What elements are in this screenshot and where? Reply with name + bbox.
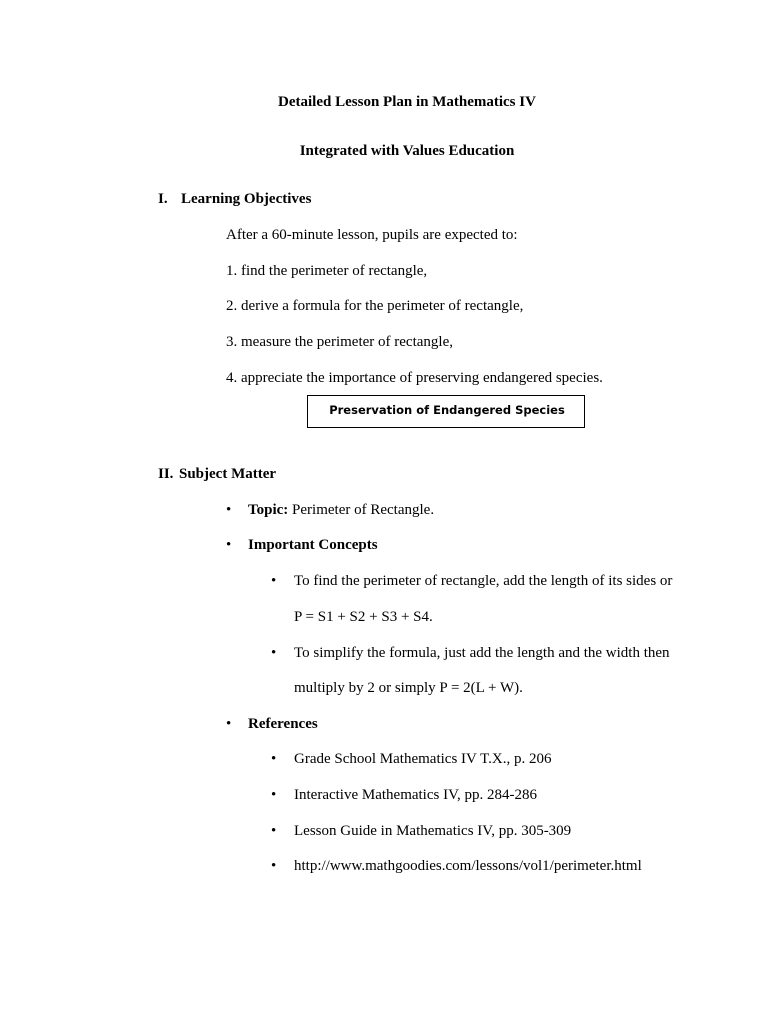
concept-line: multiply by 2 or simply P = 2(L + W).: [294, 680, 523, 696]
section-2-heading: Subject Matter: [179, 466, 277, 482]
value-box: [307, 395, 585, 428]
concept-line: To simplify the formula, just add the length and the width then: [294, 645, 670, 661]
reference-link[interactable]: http://www.mathgoodies.com/lessons/vol1/perimeter.html: [294, 858, 642, 874]
bullet-icon: •: [271, 787, 277, 803]
topic-label: Topic:: [248, 502, 289, 518]
section-1-numeral: I.: [158, 191, 168, 207]
reference-item: Lesson Guide in Mathematics IV, pp. 305-309: [294, 823, 572, 839]
objective-item: 2. derive a formula for the perimeter of rectangle,: [226, 298, 524, 314]
bullet-icon: •: [271, 645, 277, 661]
section-1-heading: Learning Objectives: [181, 191, 312, 207]
reference-item: Grade School Mathematics IV T.X., p. 206: [294, 751, 552, 767]
objective-item: 1. find the perimeter of rectangle,: [226, 263, 428, 279]
concept-line: To find the perimeter of rectangle, add the length of its sides or: [294, 573, 673, 589]
concept-line: P = S1 + S2 + S3 + S4.: [294, 609, 433, 625]
objectives-intro: After a 60-minute lesson, pupils are expected to:: [226, 227, 518, 243]
bullet-icon: •: [226, 502, 232, 518]
topic-value: Perimeter of Rectangle.: [292, 502, 435, 518]
bullet-icon: •: [226, 716, 232, 732]
reference-item: Interactive Mathematics IV, pp. 284-286: [294, 787, 537, 803]
bullet-icon: •: [271, 573, 277, 589]
document-subtitle: Integrated with Values Education: [299, 143, 515, 159]
topic-line: [248, 502, 434, 519]
document-title: Detailed Lesson Plan in Mathematics IV: [278, 94, 536, 110]
bullet-icon: •: [271, 823, 277, 839]
objective-item: 4. appreciate the importance of preserving endangered species.: [226, 370, 603, 386]
bullet-icon: •: [271, 858, 277, 874]
section-2-numeral: II.: [158, 466, 174, 482]
concepts-label: Important Concepts: [248, 537, 378, 553]
objective-item: 3. measure the perimeter of rectangle,: [226, 334, 453, 350]
value-box-label: Preservation of Endangered Species: [329, 403, 565, 417]
bullet-icon: •: [226, 537, 232, 553]
bullet-icon: •: [271, 751, 277, 767]
references-label: References: [248, 716, 318, 732]
